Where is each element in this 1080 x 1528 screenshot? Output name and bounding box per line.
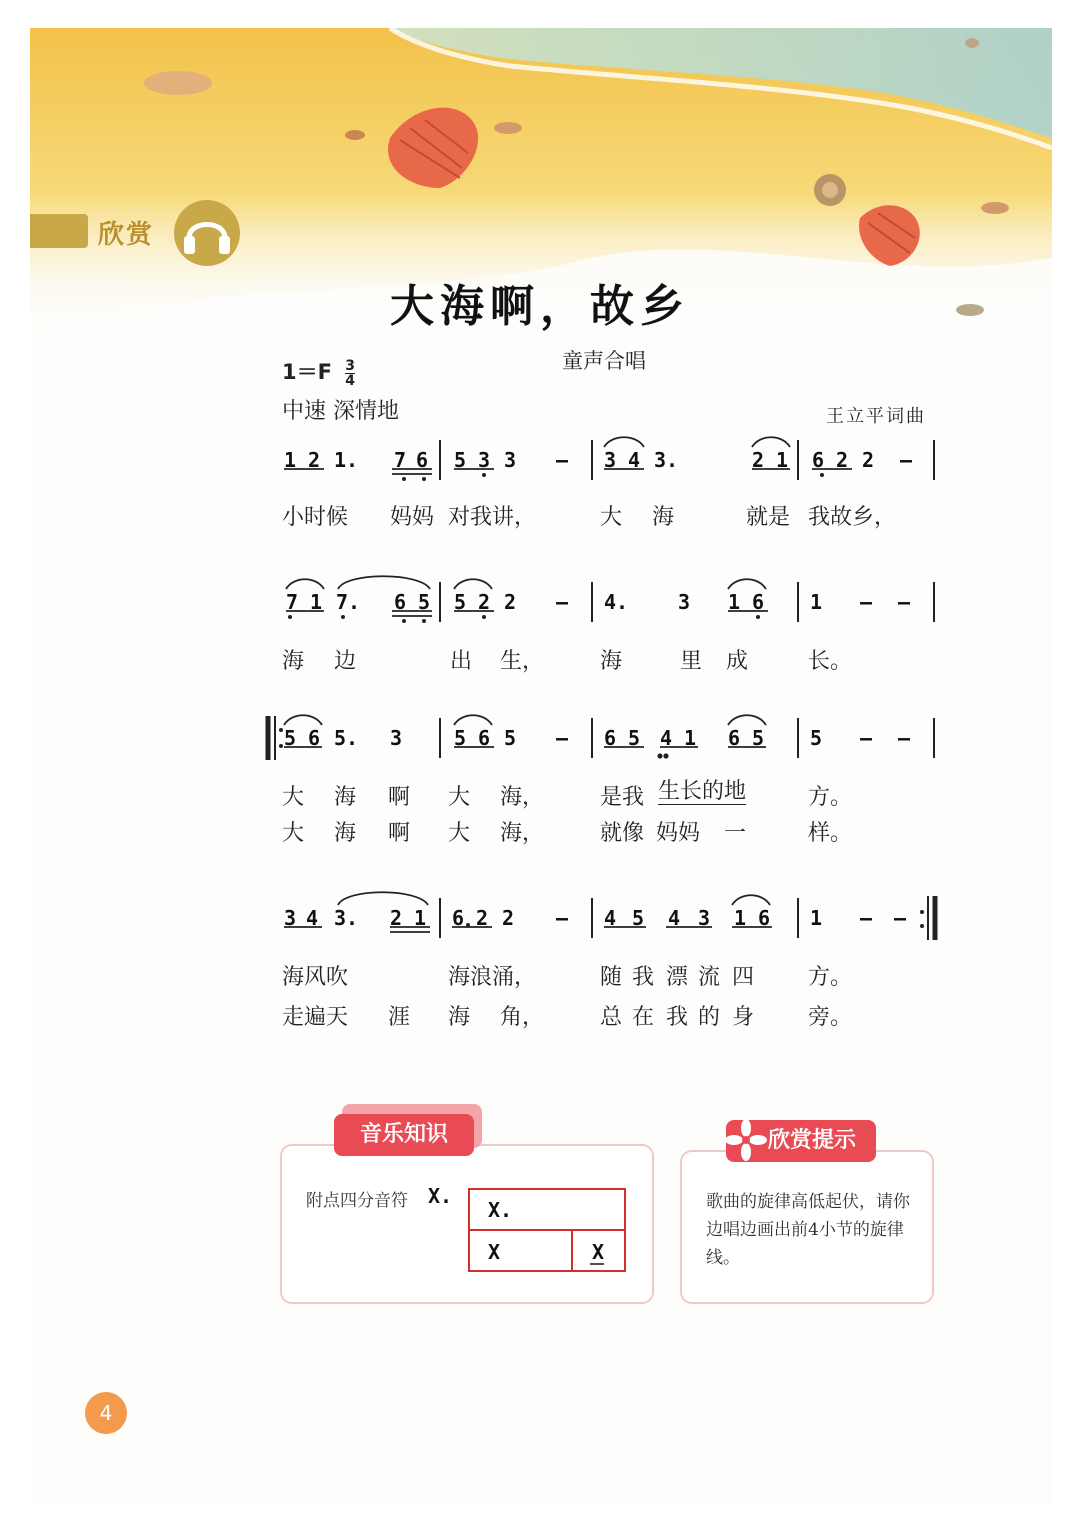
flower-icon (724, 1118, 768, 1162)
note: 6 (452, 906, 465, 930)
note: 6 (604, 726, 617, 750)
note: 3 (284, 906, 297, 930)
note: 5 (628, 726, 641, 750)
note: 7 (394, 448, 407, 472)
tempo-marking: 中速 深情地 (282, 399, 399, 424)
note: 3. (654, 448, 679, 472)
lyric: 随 (600, 965, 623, 990)
note: – (556, 590, 569, 614)
lyric: 海， (500, 785, 545, 810)
lyric: 我故乡， (808, 505, 897, 530)
note: 4 (604, 906, 617, 930)
lyric: 旁。 (808, 1005, 853, 1030)
lyric: 一 (724, 821, 747, 846)
lyric: 流 (698, 965, 721, 990)
note: 1 (810, 590, 823, 614)
lyric: 漂 (666, 965, 689, 990)
meter-top: 3 (345, 357, 356, 374)
lyric: 大 (448, 821, 471, 846)
note: 2 (478, 590, 491, 614)
note: 4 (660, 726, 673, 750)
note: 2 (504, 590, 517, 614)
note: – (860, 590, 873, 614)
diagram-bottom-left: X (488, 1240, 501, 1264)
lyric: 大 (282, 785, 305, 810)
note: – (894, 906, 907, 930)
lyric: 角， (500, 1005, 545, 1030)
dotted-quarter-label: 附点四分音符 (306, 1191, 408, 1211)
lyric: 海 (600, 649, 623, 674)
note: 6 (728, 726, 741, 750)
credit: 王立平词曲 (826, 406, 926, 427)
lyric: 啊 (388, 821, 411, 846)
note: 5 (810, 726, 823, 750)
note: 3 (478, 448, 491, 472)
note: 3 (504, 448, 517, 472)
note: 3. (334, 906, 359, 930)
note: – (556, 726, 569, 750)
note: 2 (308, 448, 321, 472)
lyric: 就像 (600, 821, 645, 846)
lyric: 海 (652, 505, 675, 530)
lyric: 海风吹 (282, 965, 349, 990)
note: 2 (752, 448, 765, 472)
meter-bottom: 4 (345, 372, 356, 389)
lyric: 海浪涌， (448, 965, 537, 990)
lyric: 在 (632, 1005, 655, 1030)
lyric: 生， (500, 649, 545, 674)
lyric: 海 (334, 821, 357, 846)
note: 5 (284, 726, 297, 750)
lyric: 海 (334, 785, 357, 810)
lyric: 长。 (808, 649, 853, 674)
note: 6 (752, 590, 765, 614)
repeat-start (268, 716, 283, 760)
note: 2 (390, 906, 403, 930)
note: – (860, 726, 873, 750)
note: 5 (752, 726, 765, 750)
note: 6 (416, 448, 429, 472)
key-text: 1＝F (282, 360, 332, 384)
note: – (556, 906, 569, 930)
lyric: 大 (448, 785, 471, 810)
note: 1 (810, 906, 823, 930)
note: 5 (454, 726, 467, 750)
song-title: 大海啊，故乡 (390, 281, 690, 332)
note: 4 (628, 448, 641, 472)
note: 3 (390, 726, 403, 750)
note: 5 (454, 590, 467, 614)
diagram-bottom-right: X (592, 1240, 605, 1264)
lyric: 大 (282, 821, 305, 846)
note: 6 (478, 726, 491, 750)
note: 1 (310, 590, 323, 614)
note: 1 (684, 726, 697, 750)
note: 1 (728, 590, 741, 614)
lyric: 海 (282, 649, 305, 674)
note: 3 (698, 906, 711, 930)
lyric: 四 (732, 965, 755, 990)
note: 3 (604, 448, 617, 472)
note: 3 (678, 590, 691, 614)
note: 5 (418, 590, 431, 614)
note: 6 (758, 906, 771, 930)
lyric: 啊 (388, 785, 411, 810)
lyric: 我 (632, 965, 655, 990)
lyric: 的 (698, 1005, 721, 1030)
lyric: 样。 (808, 821, 853, 846)
note: – (860, 906, 873, 930)
note: – (900, 448, 913, 472)
lyric: 走遍天 (282, 1005, 349, 1030)
note: 2 (862, 448, 875, 472)
note: 7 (286, 590, 299, 614)
page-number: 4 (85, 1392, 127, 1434)
note: 6 (308, 726, 321, 750)
lyric: 小时候 (282, 505, 349, 530)
lyric: 里 (680, 649, 703, 674)
note: 6 (394, 590, 407, 614)
lyric: 海， (500, 821, 545, 846)
lyric: 方。 (808, 965, 853, 990)
lyric-underlined: 生长的地 (658, 779, 747, 804)
performance-type: 童声合唱 (562, 349, 646, 373)
lyric: 妈妈 (390, 505, 435, 530)
repeat-end (920, 896, 935, 940)
note: – (556, 448, 569, 472)
appreciation-tips-text: 歌曲的旋律高低起伏，请你边唱边画出前4小节的旋律线。 (706, 1192, 910, 1268)
lyric: 边 (334, 649, 357, 674)
note: 1 (284, 448, 303, 472)
note: 1. (334, 448, 359, 472)
note: – (898, 590, 911, 614)
note: 7. (336, 590, 361, 614)
note: 6 (812, 448, 825, 472)
appreciation-tips-title: 欣赏提示 (726, 1120, 876, 1162)
lyric: 大 (600, 505, 623, 530)
dotted-note-symbol: X. (428, 1184, 453, 1208)
music-knowledge-title: 音乐知识 (334, 1114, 474, 1156)
diagram-top-cell: X. (488, 1198, 513, 1222)
lyric: 就是 (746, 505, 791, 530)
note: 5 (454, 448, 467, 472)
note: 4 (306, 906, 319, 930)
lyric: 总 (600, 1005, 623, 1030)
lyric: 出 (450, 649, 473, 674)
note: 4. (604, 590, 629, 614)
note: 2 (476, 906, 489, 930)
note: 5 (632, 906, 645, 930)
lyric: 身 (732, 1005, 755, 1030)
lyric: 涯 (388, 1005, 411, 1030)
note: 1 (734, 906, 747, 930)
lyric: 对我讲， (448, 505, 537, 530)
note: 5 (504, 726, 517, 750)
lyric: 海 (448, 1005, 471, 1030)
lyric: 方。 (808, 785, 853, 810)
note: 5. (334, 726, 359, 750)
note: 1 (776, 448, 789, 472)
note: 2 (836, 448, 849, 472)
note: 2 (502, 906, 515, 930)
lyric: 我 (666, 1005, 689, 1030)
lyric: 成 (726, 649, 749, 674)
section-label: 欣赏 (98, 220, 155, 250)
note: – (898, 726, 911, 750)
lyric: 妈妈 (656, 821, 701, 846)
note: 1 (414, 906, 427, 930)
lyric: 是我 (600, 785, 645, 810)
note: 4 (668, 906, 681, 930)
